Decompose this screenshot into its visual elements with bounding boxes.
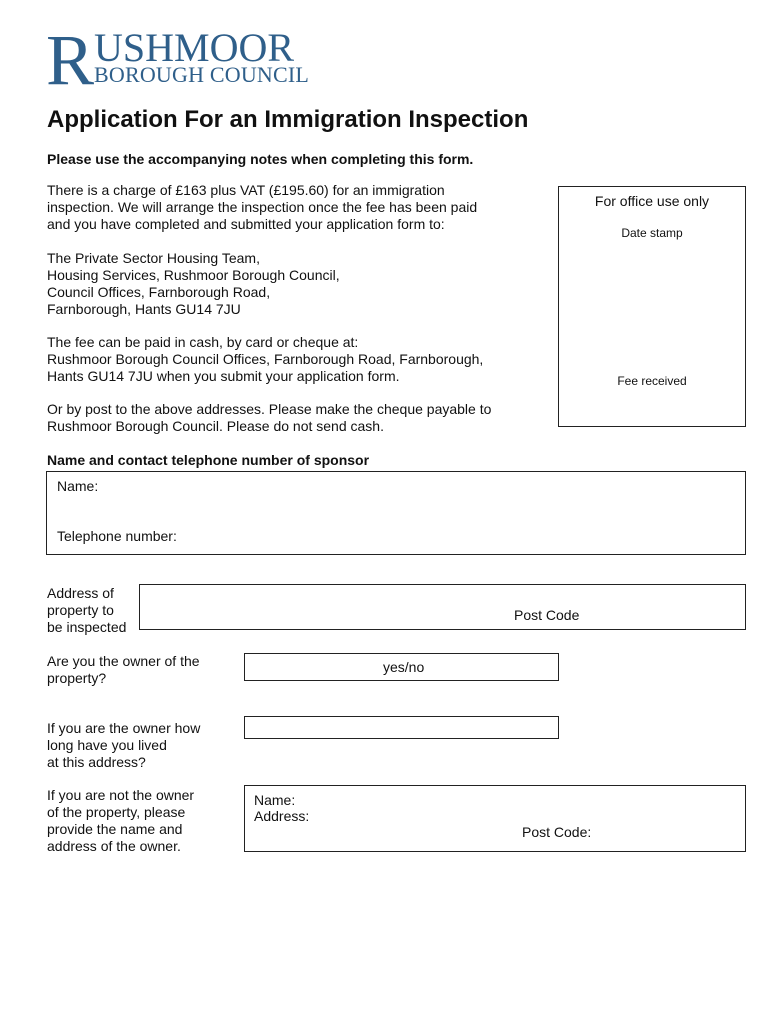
not-owner-label-line: If you are not the owner (47, 787, 195, 803)
post-line: Or by post to the above addresses. Please make the cheque payable to (47, 401, 492, 417)
property-post-code-label: Post Code (514, 607, 580, 623)
address-paragraph (47, 250, 340, 318)
payment-paragraph (47, 334, 483, 385)
not-owner-label-line: provide the name and (47, 821, 183, 837)
office-use-heading: For office use only (594, 193, 710, 209)
lived-question-label (47, 720, 200, 771)
owner-post-code-label: Post Code: (522, 824, 592, 840)
logo-line-2: BOROUGH COUNCIL (94, 62, 310, 87)
owner-question-label (47, 653, 200, 687)
address-line: The Private Sector Housing Team, (47, 250, 260, 266)
page-subtitle: Please use the accompanying notes when completing this form. (47, 151, 474, 167)
sponsor-phone-label: Telephone number: (57, 528, 177, 544)
charge-line: There is a charge of £163 plus VAT (£195.60) for an immigration (47, 182, 445, 198)
date-stamp-label: Date stamp (621, 226, 683, 240)
office-use-box (558, 186, 746, 427)
sponsor-name-label: Name: (57, 478, 99, 494)
post-line: Rushmoor Borough Council. Please do not send cash. (47, 418, 384, 434)
not-owner-label-line: of the property, please (47, 804, 186, 820)
property-address-label (47, 585, 126, 636)
owner-label-line: property? (47, 670, 107, 686)
sponsor-box[interactable] (46, 471, 746, 555)
lived-label-line: long have you lived (47, 737, 167, 753)
address-line: Council Offices, Farnborough Road, (47, 284, 271, 300)
payment-line: The fee can be paid in cash, by card or cheque at: (47, 334, 359, 350)
lived-label-line: at this address? (47, 754, 146, 770)
lived-duration-field[interactable] (244, 716, 559, 739)
charge-line: and you have completed and submitted your application form to: (47, 216, 445, 232)
page-title: Application For an Immigration Inspection (47, 106, 529, 133)
charge-line: inspection. We will arrange the inspection once the fee has been paid (47, 199, 478, 215)
lived-label-line: If you are the owner how (47, 720, 201, 736)
post-paragraph (47, 401, 491, 435)
property-label-line: Address of (47, 585, 114, 601)
owner-name-label: Name: (254, 792, 296, 808)
address-line: Housing Services, Rushmoor Borough Council, (47, 267, 340, 283)
not-owner-question-label (47, 787, 194, 855)
payment-line: Hants GU14 7JU when you submit your application form. (47, 368, 400, 384)
property-label-line: be inspected (47, 619, 127, 635)
charge-paragraph (47, 182, 477, 233)
address-line: Farnborough, Hants GU14 7JU (47, 301, 241, 317)
owner-details-field[interactable] (244, 785, 746, 852)
sponsor-heading: Name and contact telephone number of sponsor (47, 452, 370, 468)
payment-line: Rushmoor Borough Council Offices, Farnborough Road, Farnborough, (47, 351, 484, 367)
owner-yes-no-field[interactable] (244, 653, 559, 681)
not-owner-label-line: address of the owner. (47, 838, 181, 854)
property-label-line: property to (47, 602, 114, 618)
fee-received-label: Fee received (617, 374, 687, 388)
owner-yes-no-value: yes/no (383, 659, 425, 675)
logo-initial: R (46, 20, 94, 100)
owner-label-line: Are you the owner of the (47, 653, 200, 669)
property-address-field[interactable] (139, 584, 746, 630)
owner-address-label: Address: (254, 808, 310, 824)
logo-line-1: USHMOOR (94, 25, 295, 70)
